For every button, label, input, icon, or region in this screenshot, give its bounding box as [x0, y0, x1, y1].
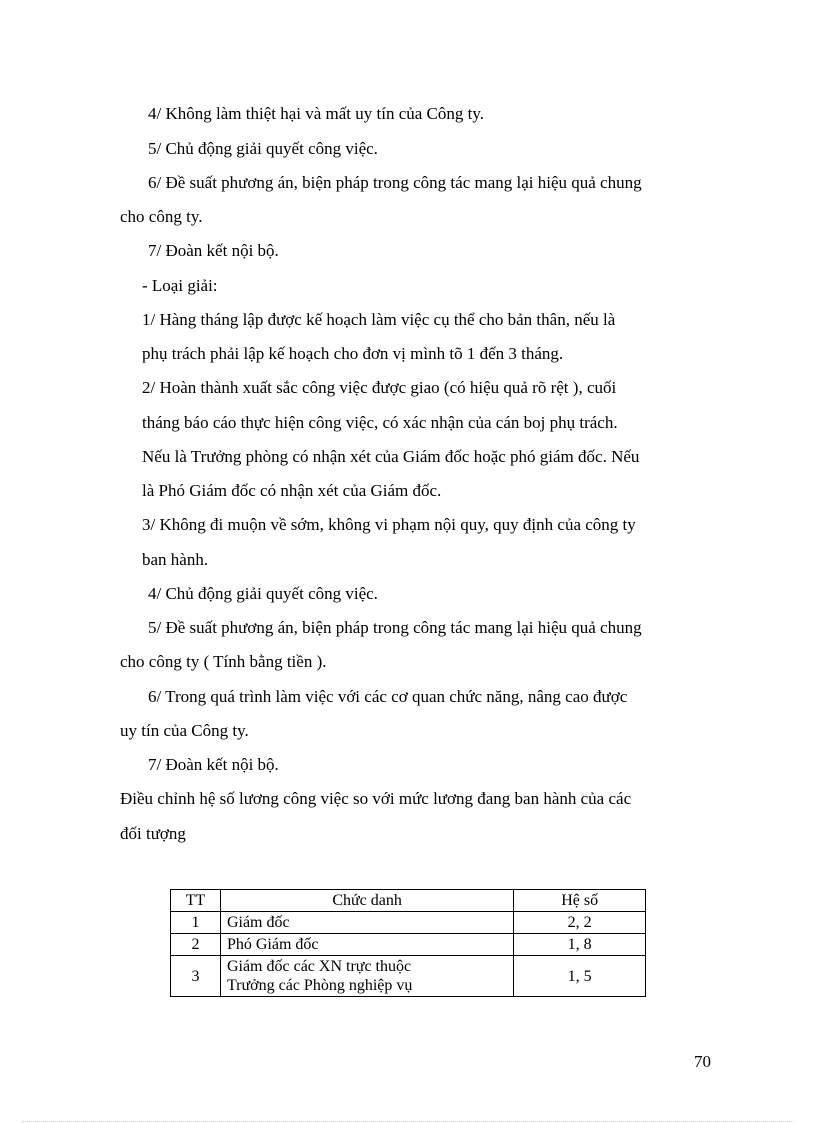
cell-title: Phó Giám đốc [220, 934, 513, 956]
paragraph-line: đối tượng [120, 824, 186, 843]
table-row [171, 956, 646, 997]
paragraph-line: 6/ Đề suất phương án, biện pháp trong công tác mang lại hiệu quả chung [148, 173, 642, 192]
header-tt: TT [171, 890, 221, 912]
paragraph-line: 5/ Chủ động giải quyết công việc. [148, 139, 378, 158]
page-bottom-rule [22, 1121, 794, 1122]
paragraph-line: 4/ Không làm thiệt hại và mất uy tín của Công ty. [148, 104, 485, 123]
paragraph-line: phụ trách phải lập kế hoạch cho đơn vị mình tõ 1 đến 3 tháng. [142, 344, 564, 363]
paragraph-line: cho công ty. [120, 207, 203, 226]
paragraph-line: tháng báo cáo thực hiện công việc, có xác nhận của cán boj phụ trách. [142, 413, 618, 432]
paragraph-line: Điều chỉnh hệ số lương công việc so với mức lương đang ban hành của các [120, 789, 632, 808]
paragraph-line: 7/ Đoàn kết nội bộ. [148, 755, 279, 774]
paragraph-line: 7/ Đoàn kết nội bộ. [148, 241, 279, 260]
paragraph-line: 4/ Chủ động giải quyết công việc. [148, 584, 378, 603]
salary-coefficient-table [170, 889, 646, 997]
paragraph-line: ban hành. [142, 550, 209, 569]
header-coefficient: Hệ số [514, 890, 646, 912]
paragraph-line: uy tín của Công ty. [120, 721, 249, 740]
paragraph-line: cho công ty ( Tính bằng tiền ). [120, 652, 327, 671]
paragraph-line: là Phó Giám đốc có nhận xét của Giám đốc. [142, 481, 442, 500]
cell-tt: 2 [171, 934, 221, 956]
cell-coefficient: 2, 2 [514, 912, 646, 934]
header-title: Chức danh [220, 890, 513, 912]
cell-tt: 3 [171, 956, 221, 997]
paragraph-line: 1/ Hàng tháng lập được kế hoạch làm việc cụ thể cho bản thân, nếu là [142, 310, 616, 329]
paragraph-line: 2/ Hoàn thành xuất sắc công việc được giao (có hiệu quả rõ rệt ), cuối [142, 378, 617, 397]
cell-coefficient: 1, 8 [514, 934, 646, 956]
paragraph-line: 5/ Đề suất phương án, biện pháp trong công tác mang lại hiệu quả chung [148, 618, 642, 637]
cell-coefficient: 1, 5 [514, 956, 646, 997]
paragraph-line: Nếu là Trưởng phòng có nhận xét của Giám đốc hoặc phó giám đốc. Nếu [142, 447, 640, 466]
paragraph-line: 3/ Không đi muộn về sớm, không vi phạm nội quy, quy định của công ty [142, 515, 636, 534]
cell-title-line: Giám đốc các XN trực thuộc [226, 958, 412, 975]
table-row [171, 934, 646, 956]
paragraph-line: 6/ Trong quá trình làm việc với các cơ quan chức năng, nâng cao được [148, 687, 628, 706]
cell-tt: 1 [171, 912, 221, 934]
cell-title-line: Trưởng các Phòng nghiệp vụ [226, 977, 413, 994]
table-header-row [171, 890, 646, 912]
page-number: 70 [694, 1052, 711, 1071]
list-heading: - Loại giải: [142, 276, 218, 295]
cell-title [220, 956, 513, 997]
table-row [171, 912, 646, 934]
cell-title: Giám đốc [220, 912, 513, 934]
